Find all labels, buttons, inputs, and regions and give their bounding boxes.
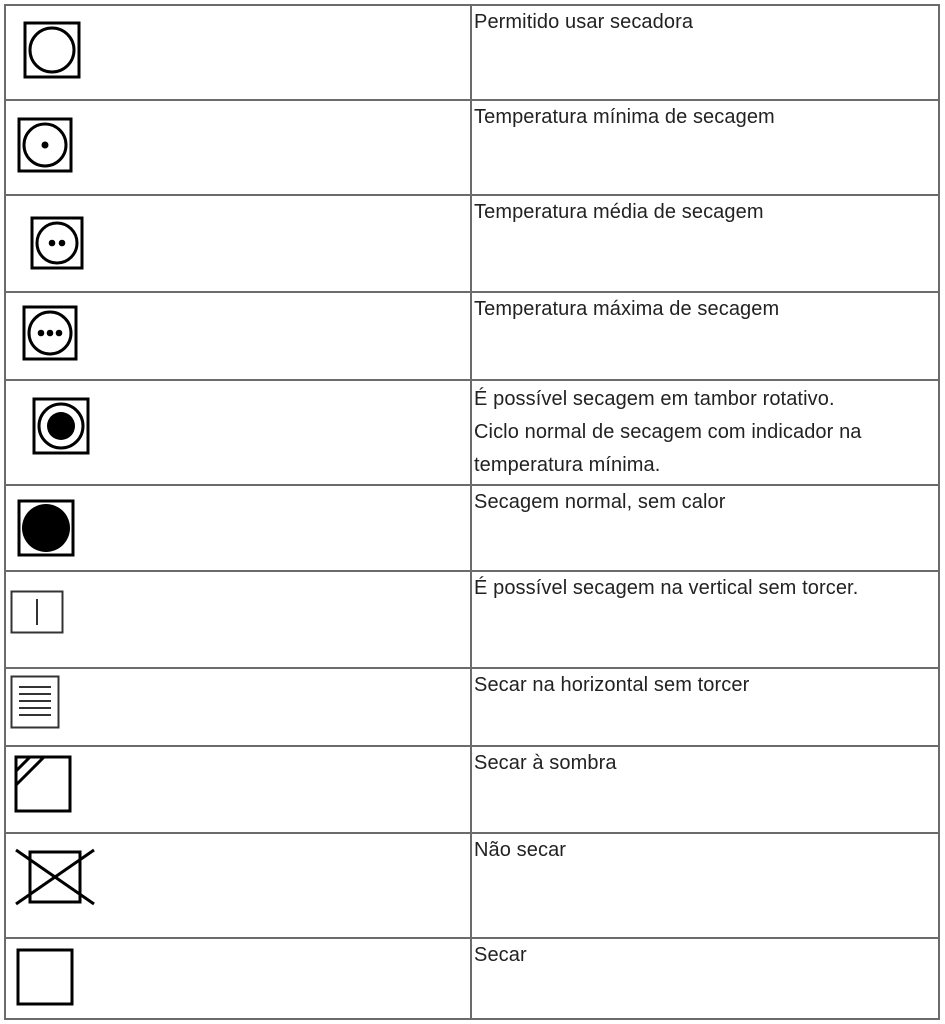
description-line: temperatura mínima.: [474, 454, 661, 476]
symbol-cell: [6, 6, 472, 99]
tumble-dry-low-temp-icon: [17, 117, 73, 173]
description-line: Permitido usar secadora: [474, 11, 694, 33]
description-cell: [472, 572, 938, 667]
table-row: [6, 101, 938, 196]
symbol-cell: [6, 747, 472, 832]
description-line: Secar na horizontal sem torcer: [474, 674, 750, 696]
table-row: [6, 572, 938, 669]
symbol-cell: [6, 101, 472, 194]
table-row: [6, 939, 938, 1018]
description-line: Não secar: [474, 839, 567, 861]
description-cell: [472, 939, 938, 1018]
table-row: [6, 486, 938, 572]
description-cell: [472, 747, 938, 832]
description-line: Secar: [474, 944, 527, 966]
tumble-dry-medium-temp-icon: [30, 216, 84, 270]
description-line: É possível secagem em tambor rotativo.: [474, 388, 835, 410]
description-line: Secar à sombra: [474, 752, 617, 774]
do-not-dry-icon: [12, 846, 98, 908]
symbol-cell: [6, 834, 472, 937]
symbol-cell: [6, 486, 472, 570]
description-cell: [472, 293, 938, 379]
description-cell: [472, 381, 938, 484]
symbol-cell: [6, 196, 472, 291]
description-cell: [472, 669, 938, 745]
description-cell: [472, 6, 938, 99]
table-row: [6, 834, 938, 939]
table-row: [6, 196, 938, 293]
description-cell: [472, 101, 938, 194]
drying-symbols-table: [4, 4, 940, 1020]
description-line: Temperatura mínima de secagem: [474, 106, 775, 128]
symbol-cell: [6, 572, 472, 667]
symbol-cell: [6, 669, 472, 745]
dry-flat-icon: [10, 675, 60, 729]
table-row: [6, 293, 938, 381]
tumble-dry-no-heat-icon: [17, 499, 75, 557]
dry-in-shade-icon: [14, 755, 72, 813]
description-line: Secagem normal, sem calor: [474, 491, 726, 513]
description-line: Ciclo normal de secagem com indicador na: [474, 421, 862, 443]
symbol-cell: [6, 939, 472, 1018]
table-row: [6, 6, 938, 101]
table-row: [6, 381, 938, 486]
tumble-dry-normal-low-icon: [32, 397, 90, 455]
tumble-dry-high-temp-icon: [22, 305, 78, 361]
description-cell: [472, 834, 938, 937]
dry-icon: [16, 948, 74, 1006]
description-cell: [472, 486, 938, 570]
description-cell: [472, 196, 938, 291]
description-line: Temperatura máxima de secagem: [474, 298, 780, 320]
tumble-dry-allowed-icon: [23, 21, 81, 79]
description-line: É possível secagem na vertical sem torcer.: [474, 577, 859, 599]
drip-dry-icon: [10, 590, 64, 634]
symbol-cell: [6, 381, 472, 484]
table-row: [6, 669, 938, 747]
table-row: [6, 747, 938, 834]
symbol-cell: [6, 293, 472, 379]
description-line: Temperatura média de secagem: [474, 201, 764, 223]
